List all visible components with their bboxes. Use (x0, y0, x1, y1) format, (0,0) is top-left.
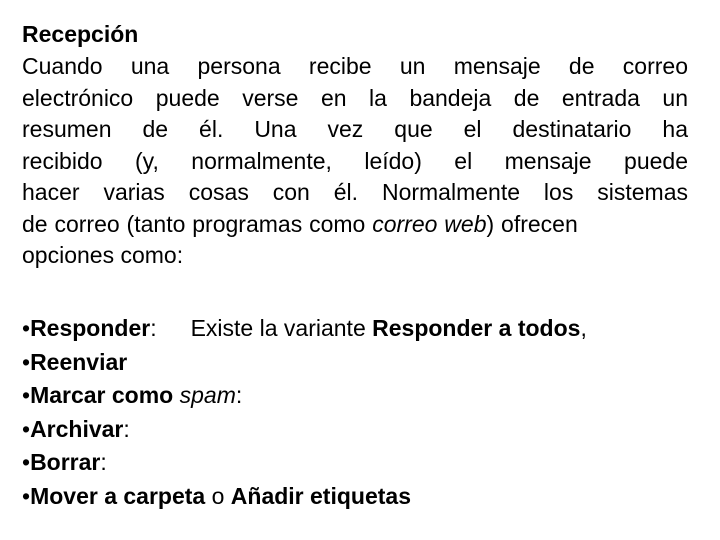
option-connector: o (205, 482, 231, 509)
body-paragraph (22, 51, 688, 272)
bullet: • (22, 382, 31, 408)
paragraph-line (22, 209, 688, 241)
paragraph-line: recibido (y, normalmente, leído) el mensaje puede (22, 147, 688, 174)
bullet: • (22, 415, 31, 442)
option-emphasis: spam (179, 382, 236, 408)
paragraph-line: opciones como: (22, 242, 184, 268)
option-label: Responder a todos (372, 315, 581, 341)
options-list (22, 312, 712, 513)
option-label: Mover a carpeta (30, 482, 206, 509)
bullet: • (22, 315, 31, 341)
option-label: Responder (30, 315, 151, 341)
paragraph-emphasis: correo web (372, 210, 487, 237)
list-item (22, 446, 712, 480)
option-punct: : (235, 382, 243, 408)
option-punct: : (100, 449, 107, 475)
option-desc: Existe la variante (190, 315, 373, 341)
list-item (22, 413, 712, 447)
list-item (22, 346, 712, 380)
option-punct: , (580, 315, 587, 341)
option-label: Añadir etiquetas (230, 482, 411, 509)
paragraph-line: Cuando una persona recibe un mensaje de correo (22, 53, 688, 79)
paragraph-line: electrónico puede verse en la bandeja de entrada un (22, 84, 688, 111)
option-punct: : (123, 415, 130, 442)
paragraph-text: ) ofrecen (486, 210, 578, 237)
list-item (22, 379, 712, 413)
option-punct: : (150, 315, 157, 341)
bullet: • (22, 482, 31, 509)
option-label: Archivar (30, 415, 124, 442)
paragraph-text: de correo (tanto programas como (22, 210, 373, 237)
paragraph-line: hacer varias cosas con él. Normalmente los sistemas (22, 179, 688, 205)
list-item (22, 312, 712, 346)
list-item (22, 480, 712, 514)
option-label: Borrar (30, 449, 101, 475)
paragraph-line: resumen de él. Una vez que el destinatario ha (22, 116, 688, 142)
bullet: • (22, 348, 31, 375)
section-title: Recepción (22, 21, 139, 47)
option-label: Reenviar (30, 348, 128, 375)
option-label: Marcar como (30, 382, 180, 408)
bullet: • (22, 449, 31, 475)
